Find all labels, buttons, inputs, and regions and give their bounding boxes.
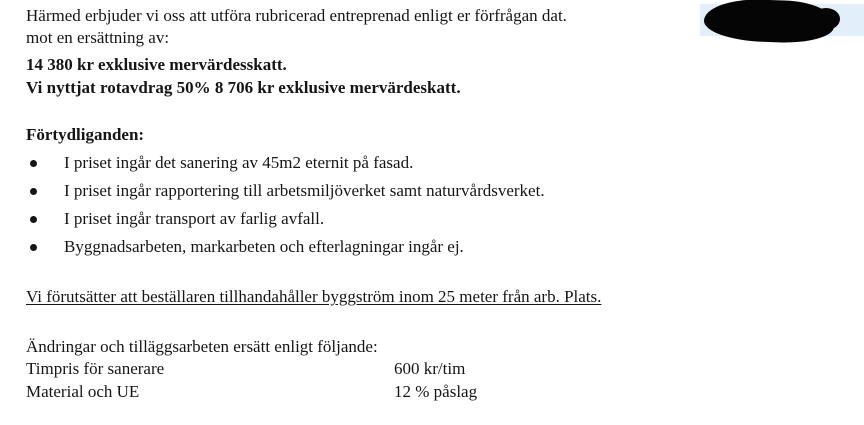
clarifications-heading: Förtydliganden:: [26, 125, 145, 144]
changes-heading: Ändringar och tilläggsarbeten ersätt enligt följande:: [26, 337, 378, 356]
rate-value: 12 % påslag: [394, 382, 478, 401]
bullet-icon: [30, 160, 37, 167]
redaction-mark-tail: [812, 8, 840, 30]
rate-value: 600 kr/tim: [394, 359, 466, 378]
price-excl-vat: 14 380 kr exklusive mervärdesskatt.: [26, 55, 287, 74]
list-item-text: I priset ingår det sanering av 45m2 eternit på fasad.: [64, 153, 414, 172]
rate-label: Material och UE: [26, 382, 140, 401]
assumption-note: Vi förutsätter att beställaren tillhandahåller byggström inom 25 meter från arb. Plats.: [26, 287, 602, 306]
list-item-text: I priset ingår transport av farlig avfall.: [64, 209, 325, 228]
list-item-text: I priset ingår rapportering till arbetsmiljöverket samt naturvårdsverket.: [64, 181, 545, 200]
bullet-icon: [30, 216, 37, 223]
bullet-icon: [30, 244, 37, 251]
rot-deduction: Vi nyttjat rotavdrag 50% 8 706 kr exklusive mervärdeskatt.: [26, 78, 461, 97]
offer-intro-line-2: mot en ersättning av:: [26, 28, 170, 47]
rate-label: Timpris för sanerare: [26, 359, 165, 378]
list-item-text: Byggnadsarbeten, markarbeten och efterlagningar ingår ej.: [64, 237, 464, 256]
offer-intro-line: Härmed erbjuder vi oss att utföra rubricerad entreprenad enligt er förfrågan dat.: [26, 6, 567, 25]
bullet-icon: [30, 188, 37, 195]
